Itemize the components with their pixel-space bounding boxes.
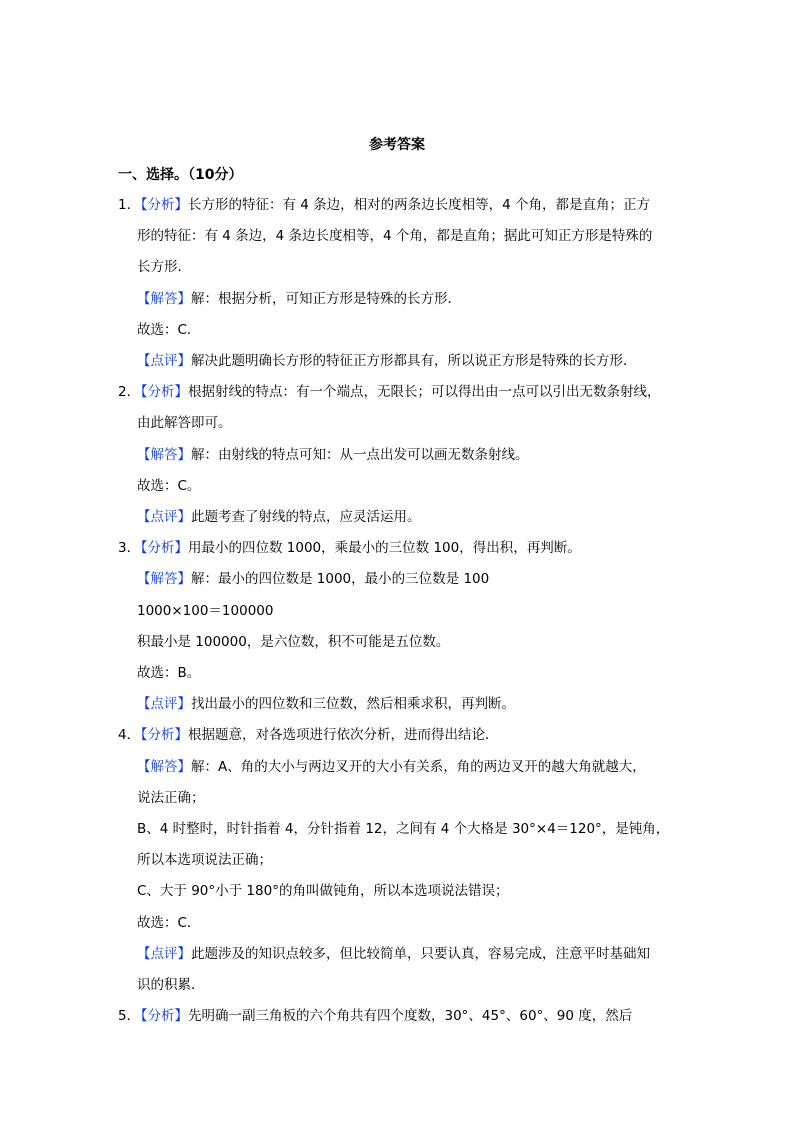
question-number: 1．: [118, 197, 141, 213]
section-heading: 一、选择。（10分）: [118, 167, 243, 183]
section-tag: 【分析】: [134, 384, 188, 401]
answer-line: [137, 352, 637, 370]
answer-line: [137, 633, 449, 651]
line-text: 此题考查了射线的特点，应灵活运用。: [191, 509, 421, 525]
answer-line: [137, 789, 205, 807]
line-text: 故选：C。: [137, 477, 201, 494]
line-text: 此题涉及的知识点较多，但比较简单，只要认真，容易完成，注意平时基础知: [191, 945, 650, 962]
line-text: 由此解答即可。: [137, 415, 232, 432]
answer-line: [137, 758, 646, 776]
section-tag: 【解答】: [137, 446, 191, 463]
line-text: C、大于 90°小于 180°的角叫做钝角，所以本选项说法错误；: [137, 883, 509, 900]
line-text: 积最小是 100000，是六位数，积不可能是五位数。: [137, 633, 450, 650]
section-tag: 【点评】: [137, 509, 191, 525]
answer-line: [137, 851, 272, 869]
section-tag: 【点评】: [137, 696, 191, 713]
line-text: 根据射线的特点：有一个端点，无限长；可以得出由一点可以引出无数条射线，: [188, 384, 661, 401]
section-tag: 【解答】: [137, 290, 191, 307]
answer-line: [137, 414, 232, 432]
answer-line: [137, 945, 650, 963]
answer-line: [137, 976, 205, 994]
answer-line: [137, 914, 200, 932]
section-tag: 【分析】: [134, 1008, 188, 1025]
line-text: 长方形的特征：有 4 条边，相对的两条边长度相等，4 个角，都是直角；正方: [188, 197, 651, 213]
section-tag: 【解答】: [137, 571, 191, 588]
answer-line: [137, 227, 652, 245]
question-number: 5．: [118, 1008, 141, 1025]
line-text: 根据题意，对各选项进行依次分析，进而得出结论．: [188, 727, 499, 744]
line-text: 解：A、角的大小与两边叉开的大小有关系，角的两边叉开的越大角就越大，: [191, 758, 646, 775]
question-number: 4．: [118, 727, 141, 744]
answer-line: [118, 383, 661, 401]
section-tag: 【分析】: [134, 727, 188, 744]
answer-line: [137, 882, 508, 900]
answer-line: [137, 695, 515, 713]
answer-line: [118, 196, 650, 214]
line-text: 长方形．: [137, 259, 191, 276]
line-text: 找出最小的四位数和三位数，然后相乘求积，再判断。: [191, 696, 515, 713]
line-text: 识的积累．: [137, 977, 205, 993]
line-text: 形的特征：有 4 条边，4 条边长度相等，4 个角，都是直角；据此可知正方形是特殊的: [137, 228, 653, 245]
section-tag: 【解答】: [137, 758, 191, 775]
page-title: 参考答案: [369, 137, 425, 153]
line-text: B、4 时整时，时针指着 4，分针指着 12，之间有 4 个大格是 30°×4＝120°，是钝角，: [137, 821, 670, 837]
line-text: 解：根据分析，可知正方形是特殊的长方形．: [191, 290, 461, 307]
answer-line: [137, 258, 191, 276]
answer-line: [137, 602, 273, 620]
line-text: 所以本选项说法正确；: [137, 852, 272, 869]
line-text: 故选：C．: [137, 321, 201, 338]
section-tag: 【点评】: [137, 353, 191, 369]
line-text: 先明确一副三角板的六个角共有四个度数，30°、45°、60°、90 度，然后: [188, 1008, 633, 1025]
answer-line: [137, 477, 200, 495]
line-text: 1000×100＝100000: [137, 602, 274, 619]
answer-line: [137, 321, 200, 339]
section-tag: 【点评】: [137, 945, 191, 962]
line-text: 解：最小的四位数是 1000，最小的三位数是 100: [191, 571, 490, 588]
question-number: 2．: [118, 384, 141, 401]
line-text: 说法正确；: [137, 789, 205, 806]
answer-line: [137, 664, 200, 682]
line-text: 解：由射线的特点可知：从一点出发可以画无数条射线。: [191, 446, 529, 463]
answer-line: [137, 508, 421, 526]
section-tag: 【分析】: [134, 197, 188, 213]
line-text: 故选：C．: [137, 914, 201, 931]
answer-line: [137, 820, 669, 838]
question-number: 3．: [118, 540, 141, 557]
answer-line: [137, 570, 489, 588]
line-text: 用最小的四位数 1000，乘最小的三位数 100，得出积，再判断。: [188, 540, 581, 557]
answer-line: [137, 290, 461, 308]
answer-line: [118, 726, 499, 744]
answer-line: [137, 446, 529, 464]
line-text: 故选：B。: [137, 665, 201, 681]
answer-line: [118, 1007, 632, 1025]
line-text: 解决此题明确长方形的特征正方形都具有，所以说正方形是特殊的长方形．: [191, 353, 637, 369]
section-tag: 【分析】: [134, 540, 188, 557]
answer-line: [118, 539, 581, 557]
